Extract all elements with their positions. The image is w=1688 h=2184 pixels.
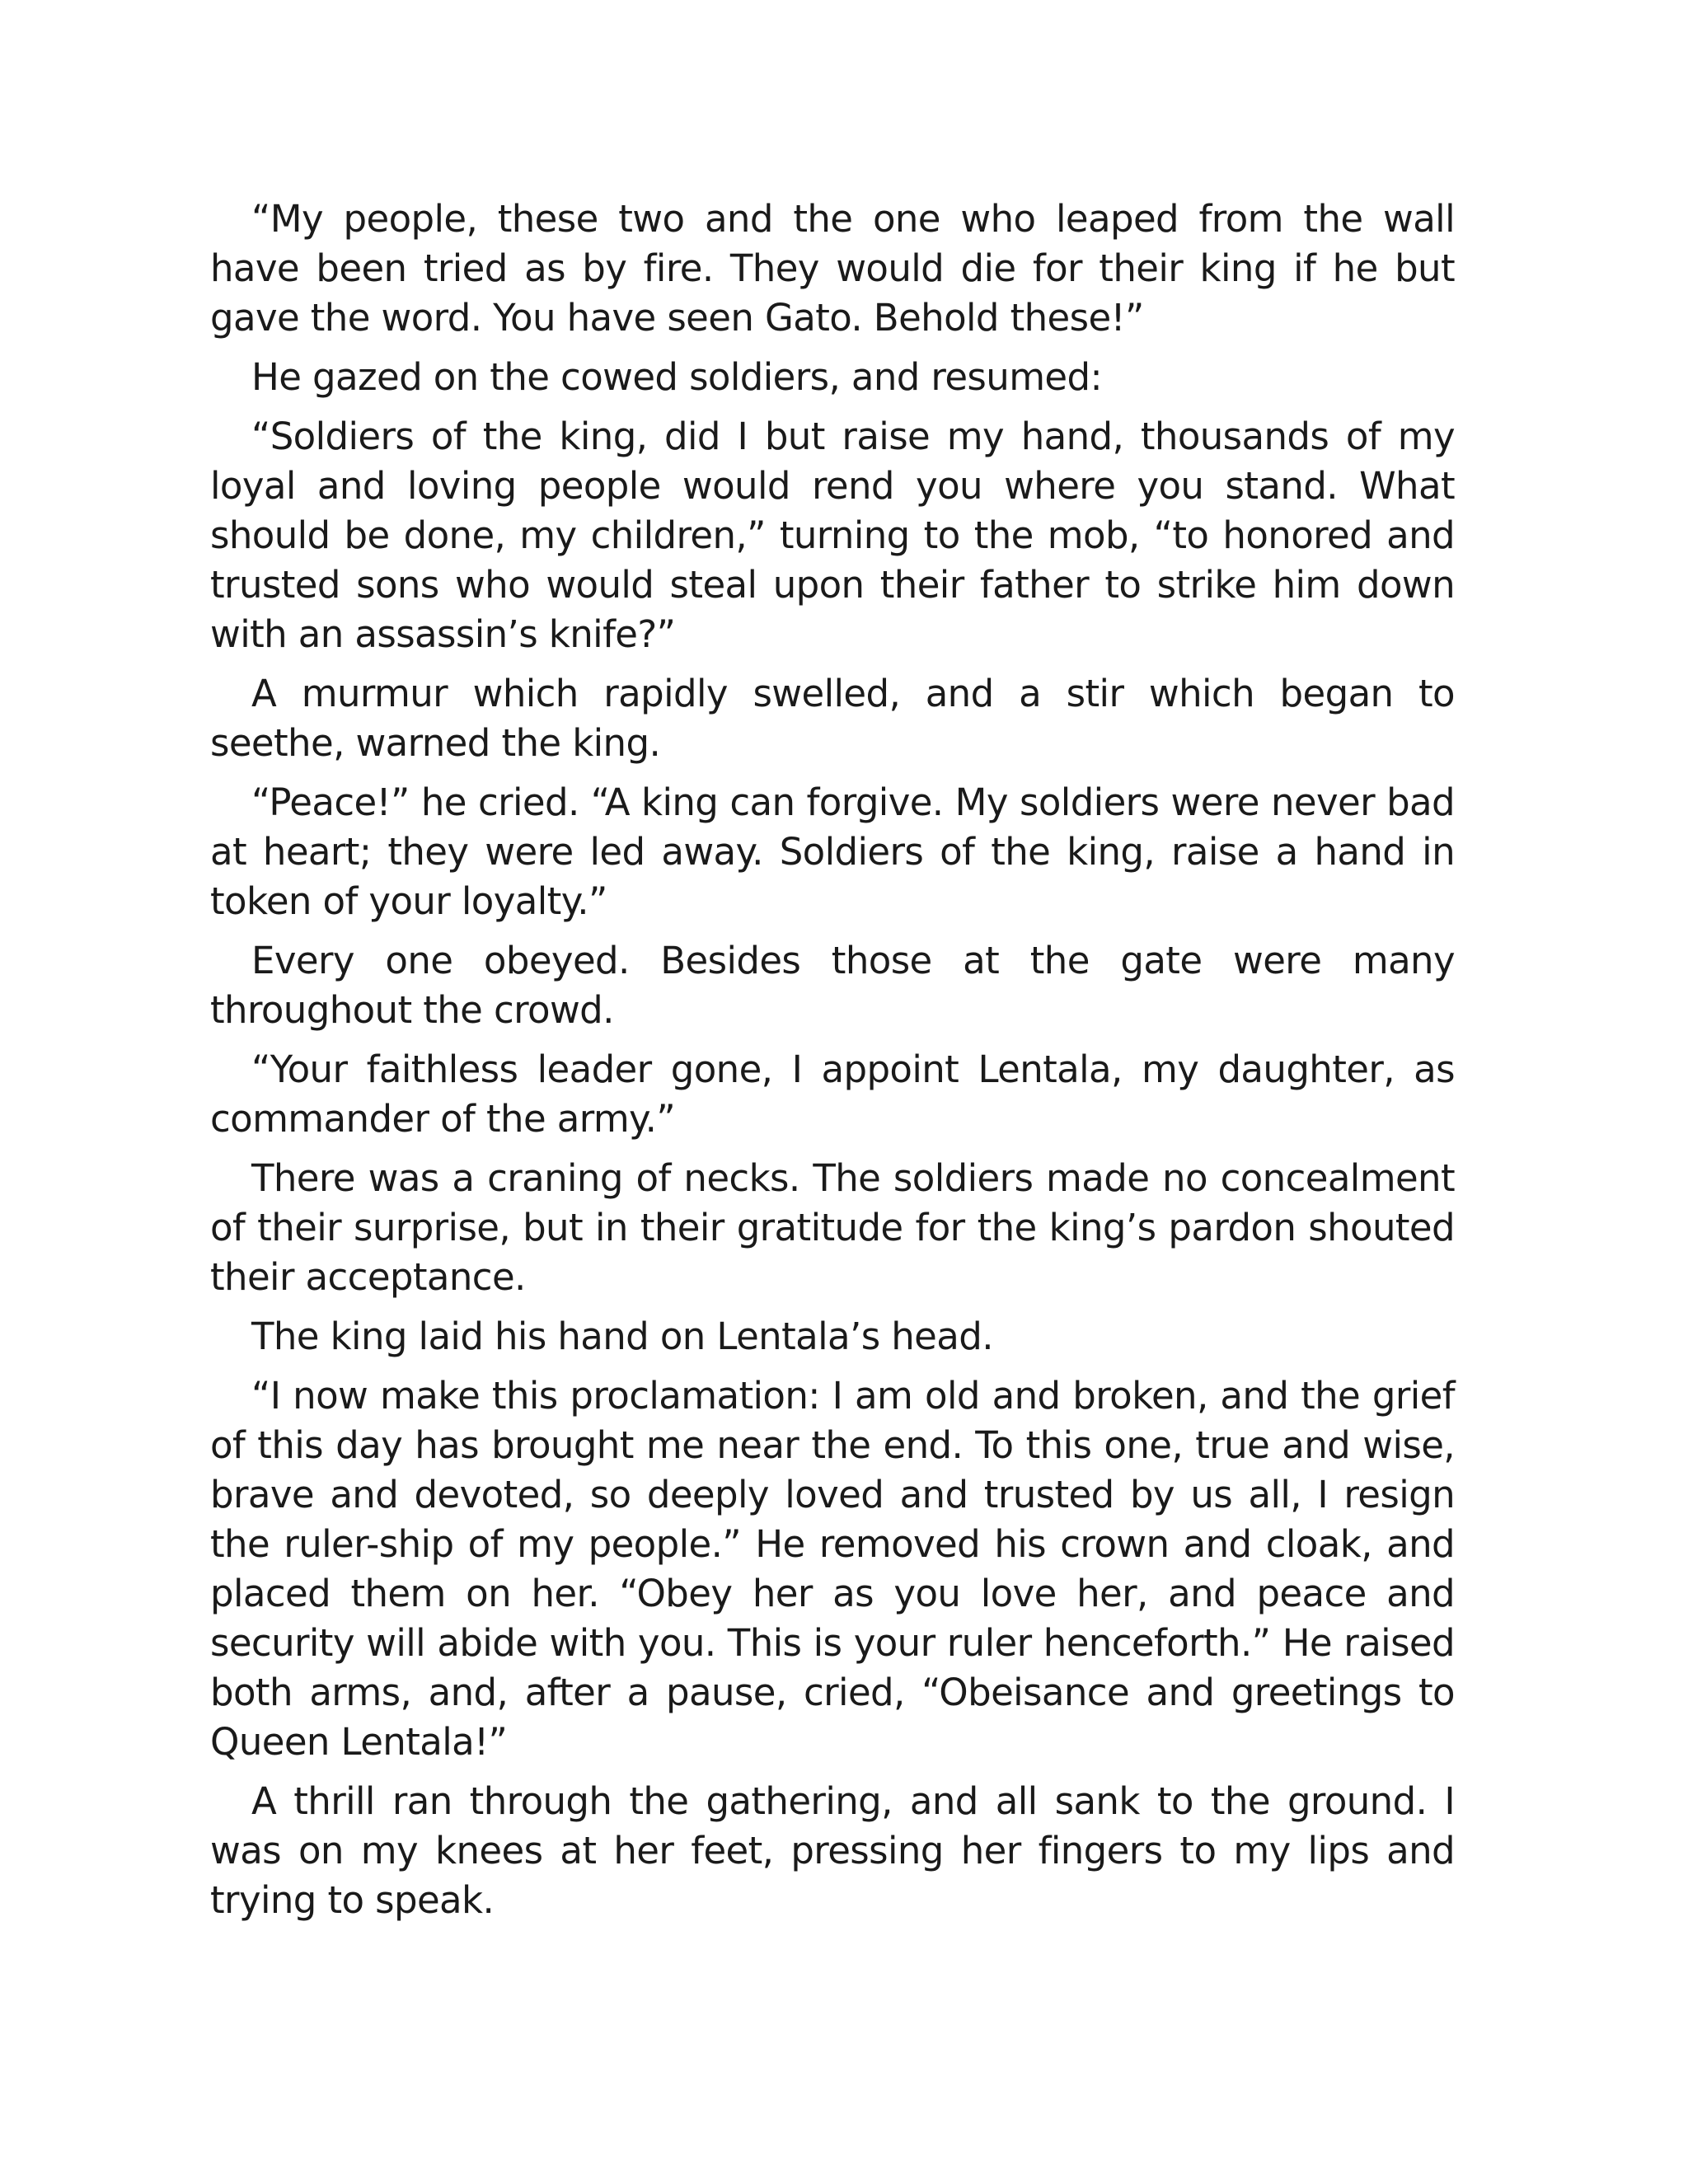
paragraph-9: The king laid his hand on Lentala’s head.	[251, 1315, 993, 1358]
paragraph-2: He gazed on the cowed soldiers, and resumed:	[251, 355, 1103, 399]
paragraph-10: “I now make this proclamation: I am old and broken, and the grief of this day has brought me near the end. To this one, true and wise, brave and devoted, so deeply loved and trusted by us all, I resign the ruler-ship of my people.” He removed his crown and cloak, and placed them on her. “Obey her as you love her, and peace and security will abide with you. This is your ruler henceforth.” He raised both arms, and, after a pause, cried, “Obeisance and greetings to Queen Lentala!”	[210, 1374, 1455, 1764]
paragraph-7: “Your faithless leader gone, I appoint Lentala, my daughter, as commander of the army.”	[210, 1047, 1455, 1141]
paragraph-1: “My people, these two and the one who leaped from the wall have been tried as by fire. They would die for their king if he but gave the word. You have seen Gato. Behold these!”	[210, 197, 1455, 340]
paragraph-11: A thrill ran through the gathering, and all sank to the ground. I was on my knees at her feet, pressing her fingers to my lips and trying to speak.	[210, 1779, 1455, 1922]
paragraph-5: “Peace!” he cried. “A king can forgive. My soldiers were never bad at heart; they were led away. Soldiers of the king, raise a hand in token of your loyalty.”	[210, 780, 1455, 923]
paragraph-8: There was a craning of necks. The soldiers made no concealment of their surprise, but in their gratitude for the king’s pardon shouted their acceptance.	[210, 1156, 1455, 1299]
paragraph-6: Every one obeyed. Besides those at the gate were many throughout the crowd.	[210, 939, 1455, 1032]
book-page-text	[210, 194, 1455, 1935]
paragraph-3: “Soldiers of the king, did I but raise my hand, thousands of my loyal and loving people would rend you where you stand. What should be done, my children,” turning to the mob, “to honored and trusted sons who would steal upon their father to strike him down with an assassin’s knife?”	[210, 415, 1455, 656]
paragraph-4: A murmur which rapidly swelled, and a stir which began to seethe, warned the king.	[210, 672, 1455, 765]
